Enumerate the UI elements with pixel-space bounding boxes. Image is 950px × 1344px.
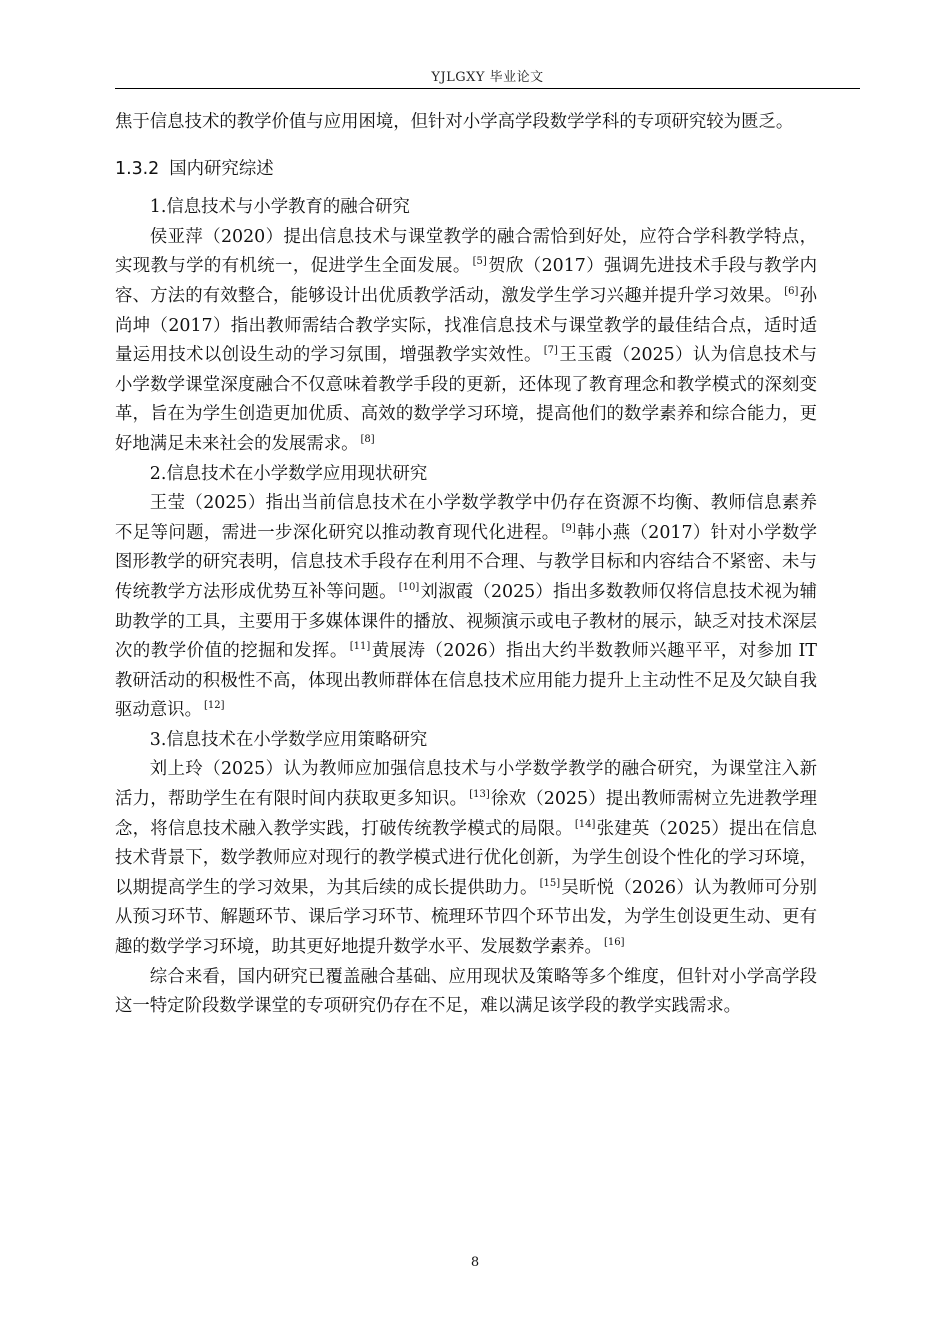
citation: [13] (469, 789, 490, 801)
page-number: 8 (470, 1255, 480, 1270)
citation: [16] (603, 937, 625, 949)
paragraph-summary: 综合来看，国内研究已覆盖融合基础、应用现状及策略等多个维度，但针对小学高学段这一特定阶段数学课堂的专项研究仍存在不足，难以满足该学段的教学实践需求。 (115, 966, 817, 1017)
citation: [7] (543, 345, 558, 357)
paragraph-status (115, 489, 817, 726)
citation: [8] (360, 433, 375, 445)
section-number: 1.3.2 (115, 158, 160, 179)
paragraph-text: 侯亚萍（2020）提出信息技术与课堂教学的融合需恰到好处，应符合学科教学特点，实现教与学的有机统一，促进学生全面发展。 (115, 226, 817, 277)
citation: [9] (561, 522, 576, 534)
subheading-strategy: 3.信息技术在小学数学应用策略研究 (149, 729, 428, 750)
paragraph-text: 黄展涛（2026）指出大约半数教师兴趣平平，对参加 IT 教研活动的积极性不高，体现出教师群体在信息技术应用能力提升上主动性不足及欠缺自我驱动意识。 (115, 641, 817, 721)
paragraph-text: 王莹（2025）指出当前信息技术在小学数学教学中仍存在资源不均衡、教师信息素养不足等问题，需进一步深化研究以推动教育现代化进程。 (115, 493, 817, 543)
header-rule (115, 88, 860, 89)
paragraph-text: 孙尚坤（2017）指出教师需结合教学实际，找准信息技术与课堂教学的最佳结合点，适时适量运用技术以创设生动的学习氛围，增强教学实效性。 (115, 285, 817, 366)
citation: [10] (398, 581, 420, 593)
paragraph-integration (115, 223, 817, 460)
paragraph-text: 王玉霞（2025）认为信息技术与小学数学课堂深度融合不仅意味着教学手段的更新，还体现了教育理念和教学模式的深刻变革，旨在为学生创造更加优质、高效的数学学习环境，提高他们的数学素养和综合能力，更好地满足未来社会的发展需求。 (115, 345, 817, 454)
paragraph-text: 贺欣（2017）强调先进技术手段与教学内容、方法的有效整合，能够设计出优质教学活动，激发学生学习兴趣并提升学习效果。 (115, 256, 817, 306)
paragraph-text: 吴昕悦（2026）认为教师可分别从预习环节、解题环节、课后学习环节、梳理环节四个环节出发，为学生创设更生动、更有趣的数学学习环境，助其更好地提升数学水平、发展数学素养。 (115, 877, 817, 958)
paragraph-text: 韩小燕（2017）针对小学数学图形教学的研究表明，信息技术手段存在利用不合理、与教学目标和内容结合不紧密、未与传统教学方法形成优势互补等问题。 (115, 522, 817, 602)
citation: [12] (203, 700, 225, 712)
section-heading (115, 155, 817, 185)
subheading-integration: 1.信息技术与小学教育的融合研究 (149, 197, 410, 218)
citation: [14] (574, 818, 596, 830)
citation: [6] (784, 285, 799, 297)
section-title: 国内研究综述 (169, 158, 274, 179)
subheading-status: 2.信息技术在小学数学应用现状研究 (149, 463, 428, 484)
paragraph-strategy (115, 755, 817, 962)
paragraph-text: 徐欢（2025）提出教师需树立先进教学理念，将信息技术融入教学实践，打破传统教学模式的局限。 (115, 789, 817, 839)
citation: [5] (472, 256, 487, 268)
citation: [11] (349, 641, 371, 653)
paragraph-text: 刘淑霞（2025）指出多数教师仅将信息技术视为辅助教学的工具，主要用于多媒体课件的播放、视频演示或电子教材的展示，缺乏对技术深层次的教学价值的挖掘和发挥。 (115, 581, 817, 662)
citation: [15] (539, 877, 561, 889)
continued-paragraph: 焦于信息技术的教学价值与应用困境，但针对小学高学段数学学科的专项研究较为匮乏。 (115, 112, 794, 132)
page-body (115, 108, 817, 1022)
running-header: YJLGXY 毕业论文 (431, 70, 544, 85)
paragraph-text: 刘上玲（2025）认为教师应加强信息技术与小学数学教学的融合研究，为课堂注入新活力，帮助学生在有限时间内获取更多知识。 (115, 759, 817, 810)
paragraph-text: 张建英（2025）提出在信息技术背景下，数学教师应对现行的教学模式进行优化创新，为学生创设个性化的学习环境，以期提高学生的学习效果，为其后续的成长提供助力。 (115, 818, 817, 898)
